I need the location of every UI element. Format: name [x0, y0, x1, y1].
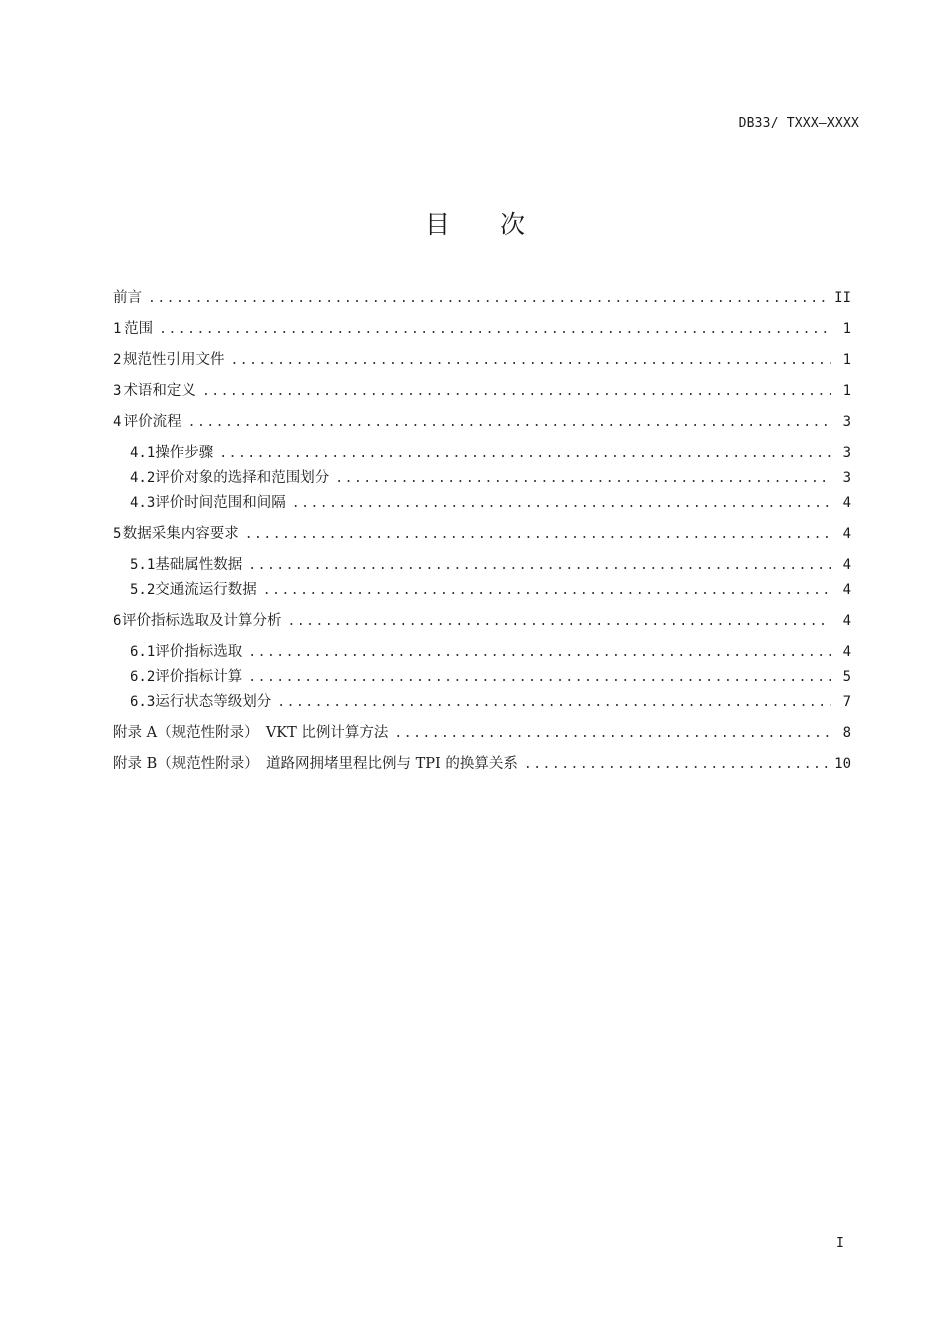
toc-entry-page: 1: [842, 383, 851, 399]
toc-entry-page: II: [834, 290, 851, 306]
toc-entry-page: 5: [842, 669, 851, 685]
toc-entry-number: 6.3: [130, 694, 156, 710]
toc-entry-page: 4: [842, 557, 851, 573]
toc-entry-page: 4: [842, 613, 851, 629]
toc-leader-dots: [394, 726, 831, 741]
toc-leader-dots: [292, 496, 831, 511]
toc-leader-dots: [230, 353, 831, 368]
toc-leader-dots: [219, 446, 831, 461]
toc-title: 目次: [424, 210, 575, 239]
toc-entry-appendix-a[interactable]: [113, 721, 851, 746]
toc-entry-number: 5.2: [130, 582, 156, 598]
toc-entry-label: 数据采集内容要求: [122, 526, 239, 542]
toc-entry-label: 运行状态等级划分: [155, 694, 272, 710]
toc-entry-page: 3: [842, 414, 851, 430]
toc-entry-page: 3: [842, 470, 851, 486]
toc-entry-number: 3: [113, 383, 122, 399]
toc-leader-dots: [335, 471, 831, 486]
document-code: DB33/ TXXX—XXXX: [738, 116, 859, 131]
toc-entry-number: 6.1: [130, 644, 156, 660]
toc-entry-number: 4.1: [130, 445, 156, 461]
toc-entry-page: 1: [842, 352, 851, 368]
footer-page-number: I: [836, 1236, 844, 1251]
toc-entry-number: 5.1: [130, 557, 156, 573]
toc-entry-page: 8: [842, 725, 851, 741]
toc-leader-dots: [148, 291, 830, 306]
toc-entry-4-2[interactable]: [113, 466, 851, 491]
toc-leader-dots: [248, 558, 831, 573]
toc-entry-number: 2: [113, 352, 122, 368]
toc-entry-2[interactable]: [113, 348, 851, 373]
toc-entry-foreword[interactable]: [113, 286, 851, 311]
toc-entry-label: 基础属性数据: [155, 557, 243, 573]
toc-entry-label: 操作步骤: [155, 445, 214, 461]
toc-entry-label: 术语和定义: [123, 383, 196, 399]
toc-entry-page: 4: [842, 582, 851, 598]
toc-entry-1[interactable]: [113, 317, 851, 342]
toc-leader-dots: [248, 645, 831, 660]
toc-entry-4-3[interactable]: [113, 491, 851, 516]
toc-entry-number: 4: [113, 414, 122, 430]
toc-entry-6-3[interactable]: [113, 690, 851, 715]
toc-entry-label: 前言: [113, 290, 142, 306]
toc-entry-number: 6.2: [130, 669, 156, 685]
toc-entry-label: 评价对象的选择和范围划分: [155, 470, 330, 486]
toc-entry-label: 交通流运行数据: [155, 582, 257, 598]
toc-entry-label: 评价指标计算: [155, 669, 243, 685]
toc-leader-dots: [277, 695, 831, 710]
toc-entry-4[interactable]: [113, 410, 851, 435]
toc-entry-5-1[interactable]: [113, 553, 851, 578]
toc-entry-page: 1: [842, 321, 851, 337]
toc-entry-number: 4.2: [130, 470, 156, 486]
toc-entry-page: 4: [842, 526, 851, 542]
toc-leader-dots: [288, 614, 831, 629]
toc-entry-page: 4: [842, 495, 851, 511]
toc-entry-label: 规范性引用文件: [122, 352, 225, 368]
toc-leader-dots: [245, 527, 831, 542]
toc-entry-appendix-b[interactable]: [113, 752, 851, 777]
toc-entry-6-2[interactable]: [113, 665, 851, 690]
toc-entry-label: 附录 A（规范性附录） VKT 比例计算方法: [113, 725, 389, 741]
toc-entry-page: 3: [842, 445, 851, 461]
toc-leader-dots: [188, 415, 831, 430]
toc-entry-5-2[interactable]: [113, 578, 851, 603]
toc-entry-label: 评价时间范围和间隔: [155, 495, 286, 511]
table-of-contents: [113, 286, 851, 777]
toc-leader-dots: [202, 384, 831, 399]
toc-entry-label: 范围: [124, 321, 154, 337]
toc-entry-6-1[interactable]: [113, 640, 851, 665]
toc-entry-6[interactable]: [113, 609, 851, 634]
toc-entry-label: 评价指标选取: [155, 644, 243, 660]
toc-leader-dots: [248, 670, 831, 685]
toc-leader-dots: [524, 757, 830, 772]
toc-leader-dots: [263, 583, 831, 598]
toc-entry-number: 5: [113, 526, 122, 542]
toc-entry-number: 4.3: [130, 495, 156, 511]
toc-entry-page: 4: [842, 644, 851, 660]
toc-entry-number: 6: [113, 613, 122, 629]
toc-entry-label: 评价流程: [123, 414, 182, 430]
toc-entry-number: 1: [113, 321, 122, 337]
toc-entry-5[interactable]: [113, 522, 851, 547]
toc-entry-4-1[interactable]: [113, 441, 851, 466]
toc-entry-3[interactable]: [113, 379, 851, 404]
toc-entry-label: 评价指标选取及计算分析: [122, 613, 282, 629]
toc-entry-label: 附录 B（规范性附录） 道路网拥堵里程比例与 TPI 的换算关系: [113, 756, 518, 772]
toc-leader-dots: [159, 322, 831, 337]
toc-entry-page: 10: [834, 756, 851, 772]
toc-entry-page: 7: [842, 694, 851, 710]
